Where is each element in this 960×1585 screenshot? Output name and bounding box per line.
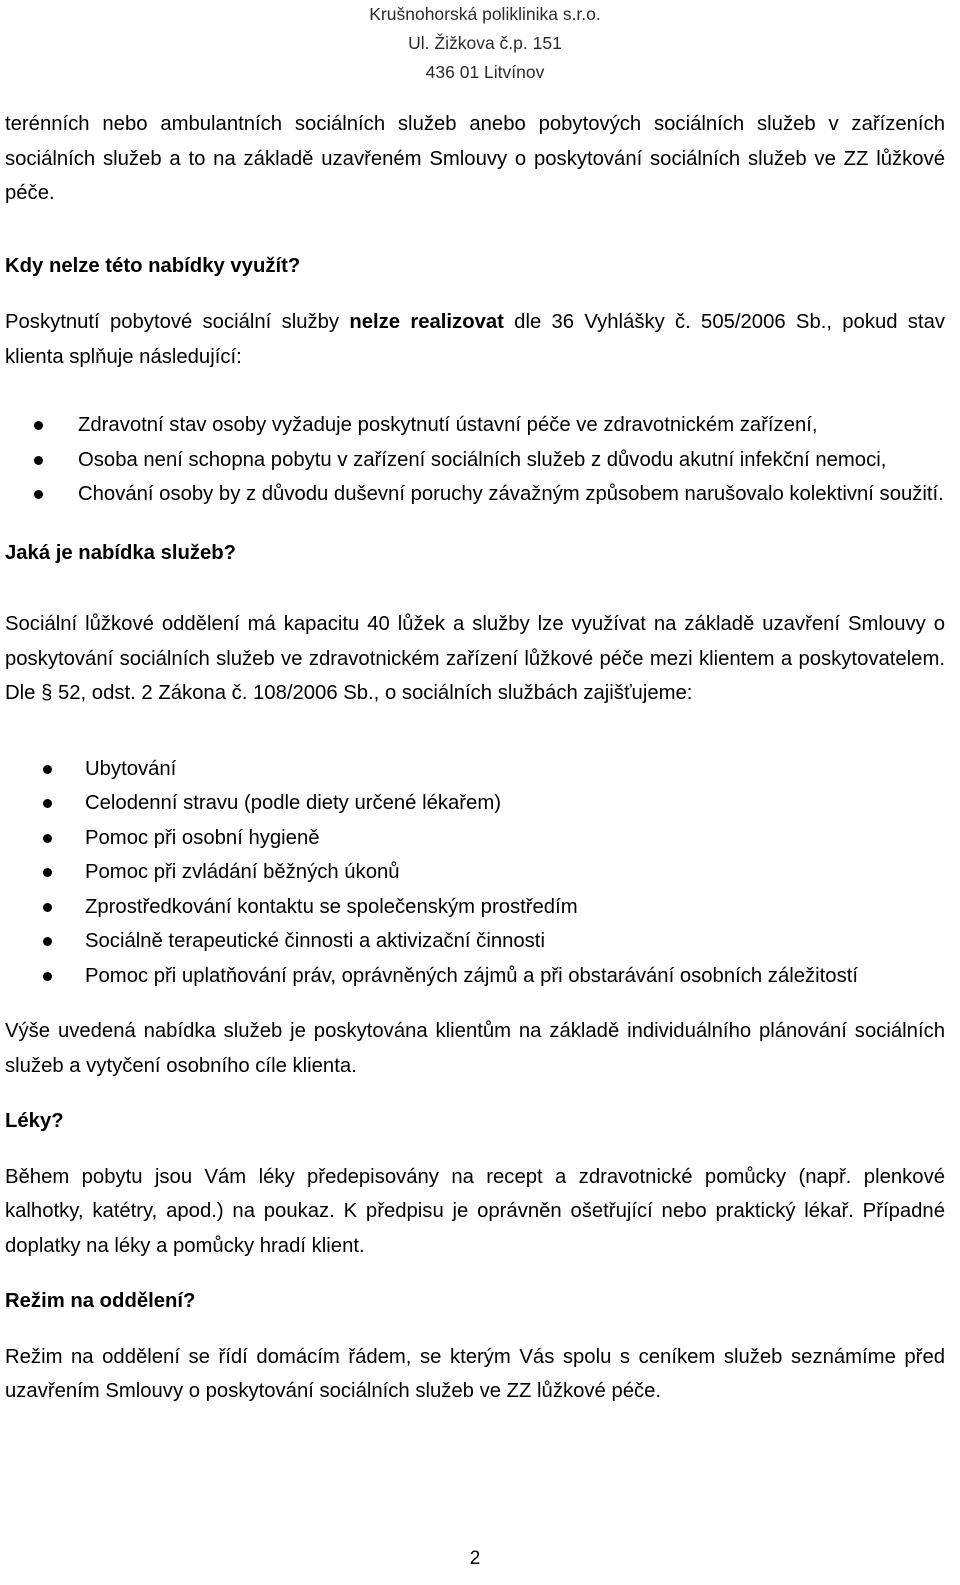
page-number: 2 [469, 1548, 481, 1569]
list-item [5, 959, 945, 994]
conditions-bold-text: nelze realizovat [349, 311, 504, 333]
bullet-icon [34, 490, 43, 499]
list-item-text: Osoba není schopna pobytu v zařízení sociálních služeb z důvodu akutní infekční nemoci, [78, 448, 887, 471]
list-item-text: Celodenní stravu (podle diety určené lékařem) [85, 792, 501, 814]
list-item-text: Sociálně terapeutické činnosti a aktivizační činnosti [85, 930, 545, 952]
list-item [5, 890, 945, 925]
conditions-text-end: dle 36 Vyhlášky č. 505/2006 Sb., pokud stav klienta splňuje následující: [5, 311, 945, 368]
heading-regime: Režim na oddělení? [5, 1290, 196, 1312]
list-item [5, 821, 945, 856]
list-item [5, 443, 945, 478]
paragraph-regime: Režim na oddělení se řídí domácím řádem, se kterým Vás spolu s ceníkem služeb seznámíme před uzavřením Smlouvy o poskytování sociálních služeb ve ZZ lůžkové péče. [5, 1345, 945, 1402]
exclusion-list [5, 408, 945, 512]
intro-paragraph: terénních nebo ambulantních sociálních služeb anebo pobytových sociálních služeb v zařízeních sociálních služeb a to na základě uzavřeném Smlouvy o poskytování sociálních služeb ve ZZ lůžkové péče. [5, 113, 945, 204]
heading-offer: Jaká je nabídka služeb? [5, 541, 237, 564]
list-item-text: Pomoc při uplatňování práv, oprávněných zájmů a při obstarávání osobních záležitostí [85, 964, 858, 987]
paragraph-medicine: Během pobytu jsou Vám léky předepisovány na recept a zdravotnické pomůcky (např. plenkové kalhotky, katétry, apod.) na poukaz. K předpisu je oprávněn ošetřující nebo praktický lékař. Případné doplatky na léky a pomůcky hradí klient. [5, 1165, 945, 1257]
list-item-text: Chování osoby by z důvodu duševní poruchy závažným způsobem narušovalo kolektivní soužití. [78, 483, 944, 505]
list-item [5, 786, 945, 821]
organization-street: Ul. Žižkova č.p. 151 [408, 33, 562, 53]
list-item [5, 752, 945, 787]
services-list [5, 752, 945, 994]
paragraph-offer: Sociální lůžkové oddělení má kapacitu 40 lůžek a služby lze využívat na základě uzavření Smlouvy o poskytování sociálních služeb ve zdravotnickém zařízení lůžkové péče mezi klientem a poskytovatelem. Dle § 52, odst. 2 Zákona č. 108/2006 Sb., o sociálních službách zajišťujeme: [5, 613, 945, 704]
heading-when-not: Kdy nelze této nabídky využít? [5, 254, 301, 277]
list-item-text: Zprostředkování kontaktu se společenským prostředím [85, 895, 578, 918]
organization-city: 436 01 Litvínov [425, 62, 545, 82]
list-item-text: Pomoc při zvládání běžných úkonů [85, 861, 400, 883]
bullet-icon [43, 972, 52, 981]
list-item-text: Zdravotní stav osoby vyžaduje poskytnutí ústavní péče ve zdravotnickém zařízení, [78, 414, 818, 436]
heading-medicine: Léky? [5, 1110, 64, 1132]
list-item-text: Ubytování [85, 757, 177, 780]
list-item [5, 924, 945, 959]
conditions-text-start: Poskytnutí pobytové sociální služby [5, 311, 350, 333]
bullet-icon [43, 868, 52, 877]
bullet-icon [43, 834, 52, 843]
bullet-icon [43, 765, 52, 774]
bullet-icon [34, 456, 43, 465]
bullet-icon [43, 799, 52, 808]
paragraph-conditions [5, 305, 945, 374]
organization-name: Krušnohorská poliklinika s.r.o. [369, 4, 601, 24]
document-body [5, 107, 945, 1409]
bullet-icon [43, 937, 52, 946]
letterhead [0, 0, 960, 87]
bullet-icon [34, 421, 43, 430]
list-item [5, 477, 945, 512]
list-item-text: Pomoc při osobní hygieně [85, 826, 320, 849]
list-item [5, 855, 945, 890]
list-item [5, 408, 945, 443]
bullet-icon [43, 903, 52, 912]
paragraph-offer-closing: Výše uvedená nabídka služeb je poskytována klientům na základě individuálního plánování sociálních služeb a vytyčení osobního cíle klienta. [5, 1020, 945, 1077]
